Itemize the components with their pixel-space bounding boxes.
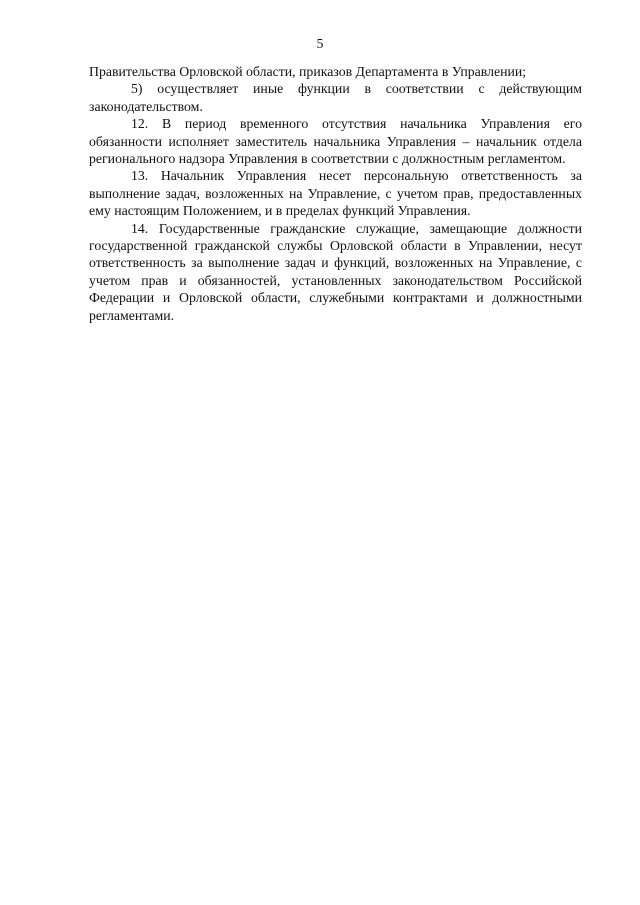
paragraph-clause-14: 14. Государственные гражданские служащие, замещающие должности государственной гражданской службы Орловской области в Управлении, несут ответственность за выполнение задач и функций, возложенных на Управление, с учетом прав и обязанностей, установленных законодательством Российской Федерации и Орловской области, служебными контрактами и должностными регламентами. (89, 220, 582, 323)
document-body (89, 63, 582, 324)
paragraph-item-5: 5) осуществляет иные функции в соответствии с действующим законодательством. (89, 81, 582, 114)
page-number: 5 (316, 36, 324, 51)
paragraph-clause-13: 13. Начальник Управления несет персональную ответственность за выполнение задач, возложенных на Управление, с учетом прав, предоставленных ему настоящим Положением, и в пределах функций Управления. (89, 168, 582, 219)
paragraph-continuation: Правительства Орловской области, приказов Департамента в Управлении; (89, 64, 527, 79)
paragraph-clause-12: 12. В период временного отсутствия начальника Управления его обязанности исполняет заместитель начальника Управления – начальник отдела регионального надзора Управления в соответствии с должностным регламентом. (89, 116, 582, 167)
